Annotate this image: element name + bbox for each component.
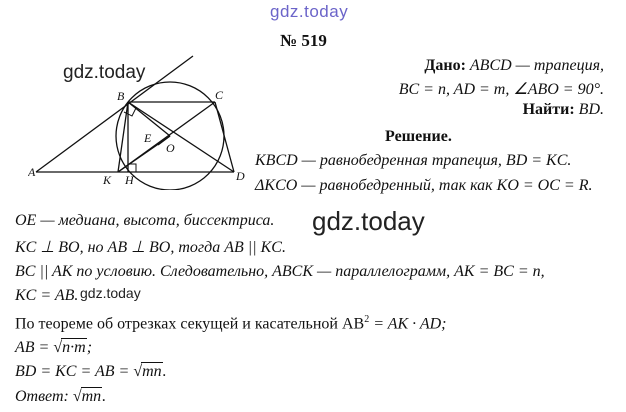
solution-line-7 bbox=[15, 314, 447, 333]
given-text-1: ABCD — трапеция, bbox=[469, 57, 604, 74]
watermark-small: gdz.today bbox=[80, 285, 141, 301]
answer-label: Ответ bbox=[15, 388, 64, 405]
label-k: K bbox=[103, 173, 112, 187]
theorem-text: По теореме об отрезках секущей и касательной AB bbox=[15, 315, 365, 333]
label-e: E bbox=[144, 131, 152, 145]
solution-line-5: BC || AK по условию. Следовательно, ABCK — параллелограмм, AK = BC = n, bbox=[15, 263, 545, 280]
answer-line: Ответ: √mn. bbox=[15, 388, 107, 405]
solution-line-4: KC ⊥ BO, но AB ⊥ BO, тогда AB || KC. bbox=[15, 239, 286, 256]
ab-lhs: AB = bbox=[15, 339, 54, 356]
find-value: BD. bbox=[578, 101, 604, 118]
ab-radicand: n·m bbox=[62, 339, 86, 356]
label-d: D bbox=[236, 169, 245, 183]
theorem-power: 2 bbox=[364, 314, 370, 325]
label-o: O bbox=[166, 141, 175, 155]
given-line-1: Дано: ABCD — трапеция, bbox=[424, 57, 604, 74]
solution-line-9: BD = KC = AB = √mn. bbox=[15, 363, 167, 380]
watermark-top: gdz.today bbox=[270, 2, 349, 21]
theorem-tail: = AK · AD; bbox=[369, 315, 447, 333]
solution-line-3: OE — медиана, высота, биссектриса. bbox=[15, 212, 275, 229]
watermark-middle: gdz.today bbox=[312, 206, 425, 236]
watermark-figure: gdz.today bbox=[63, 62, 146, 83]
given-label: Дано bbox=[424, 57, 461, 74]
solution-title: Решение. bbox=[385, 128, 452, 145]
bd-lhs: BD = KC = AB = bbox=[15, 363, 134, 380]
geometry-figure bbox=[28, 50, 260, 190]
solution-line-8: AB = √n·m; bbox=[15, 339, 93, 356]
find-label: Найти bbox=[522, 101, 570, 118]
answer-radicand: mn bbox=[81, 388, 102, 405]
bd-radicand: mn bbox=[142, 363, 162, 380]
given-line-2: BC = n, AD = m, ∠ABO = 90°. bbox=[398, 81, 604, 98]
label-h: H bbox=[125, 173, 134, 187]
ab-tail: ; bbox=[86, 339, 93, 356]
label-a: A bbox=[28, 165, 36, 179]
solution-line-6: KC = AB. bbox=[15, 287, 79, 304]
problem-number: № 519 bbox=[280, 31, 327, 50]
answer-tail: . bbox=[102, 388, 107, 405]
label-b: B bbox=[117, 89, 125, 103]
label-c: C bbox=[215, 88, 224, 102]
solution-line-2: ΔKCO — равнобедренный, так как KO = OC = R. bbox=[255, 177, 593, 194]
answer-sep: : bbox=[63, 388, 73, 405]
find-line: Найти: BD. bbox=[522, 101, 604, 118]
bd-tail: . bbox=[162, 363, 167, 380]
solution-line-1: KBCD — равнобедренная трапеция, BD = KC. bbox=[255, 152, 572, 169]
